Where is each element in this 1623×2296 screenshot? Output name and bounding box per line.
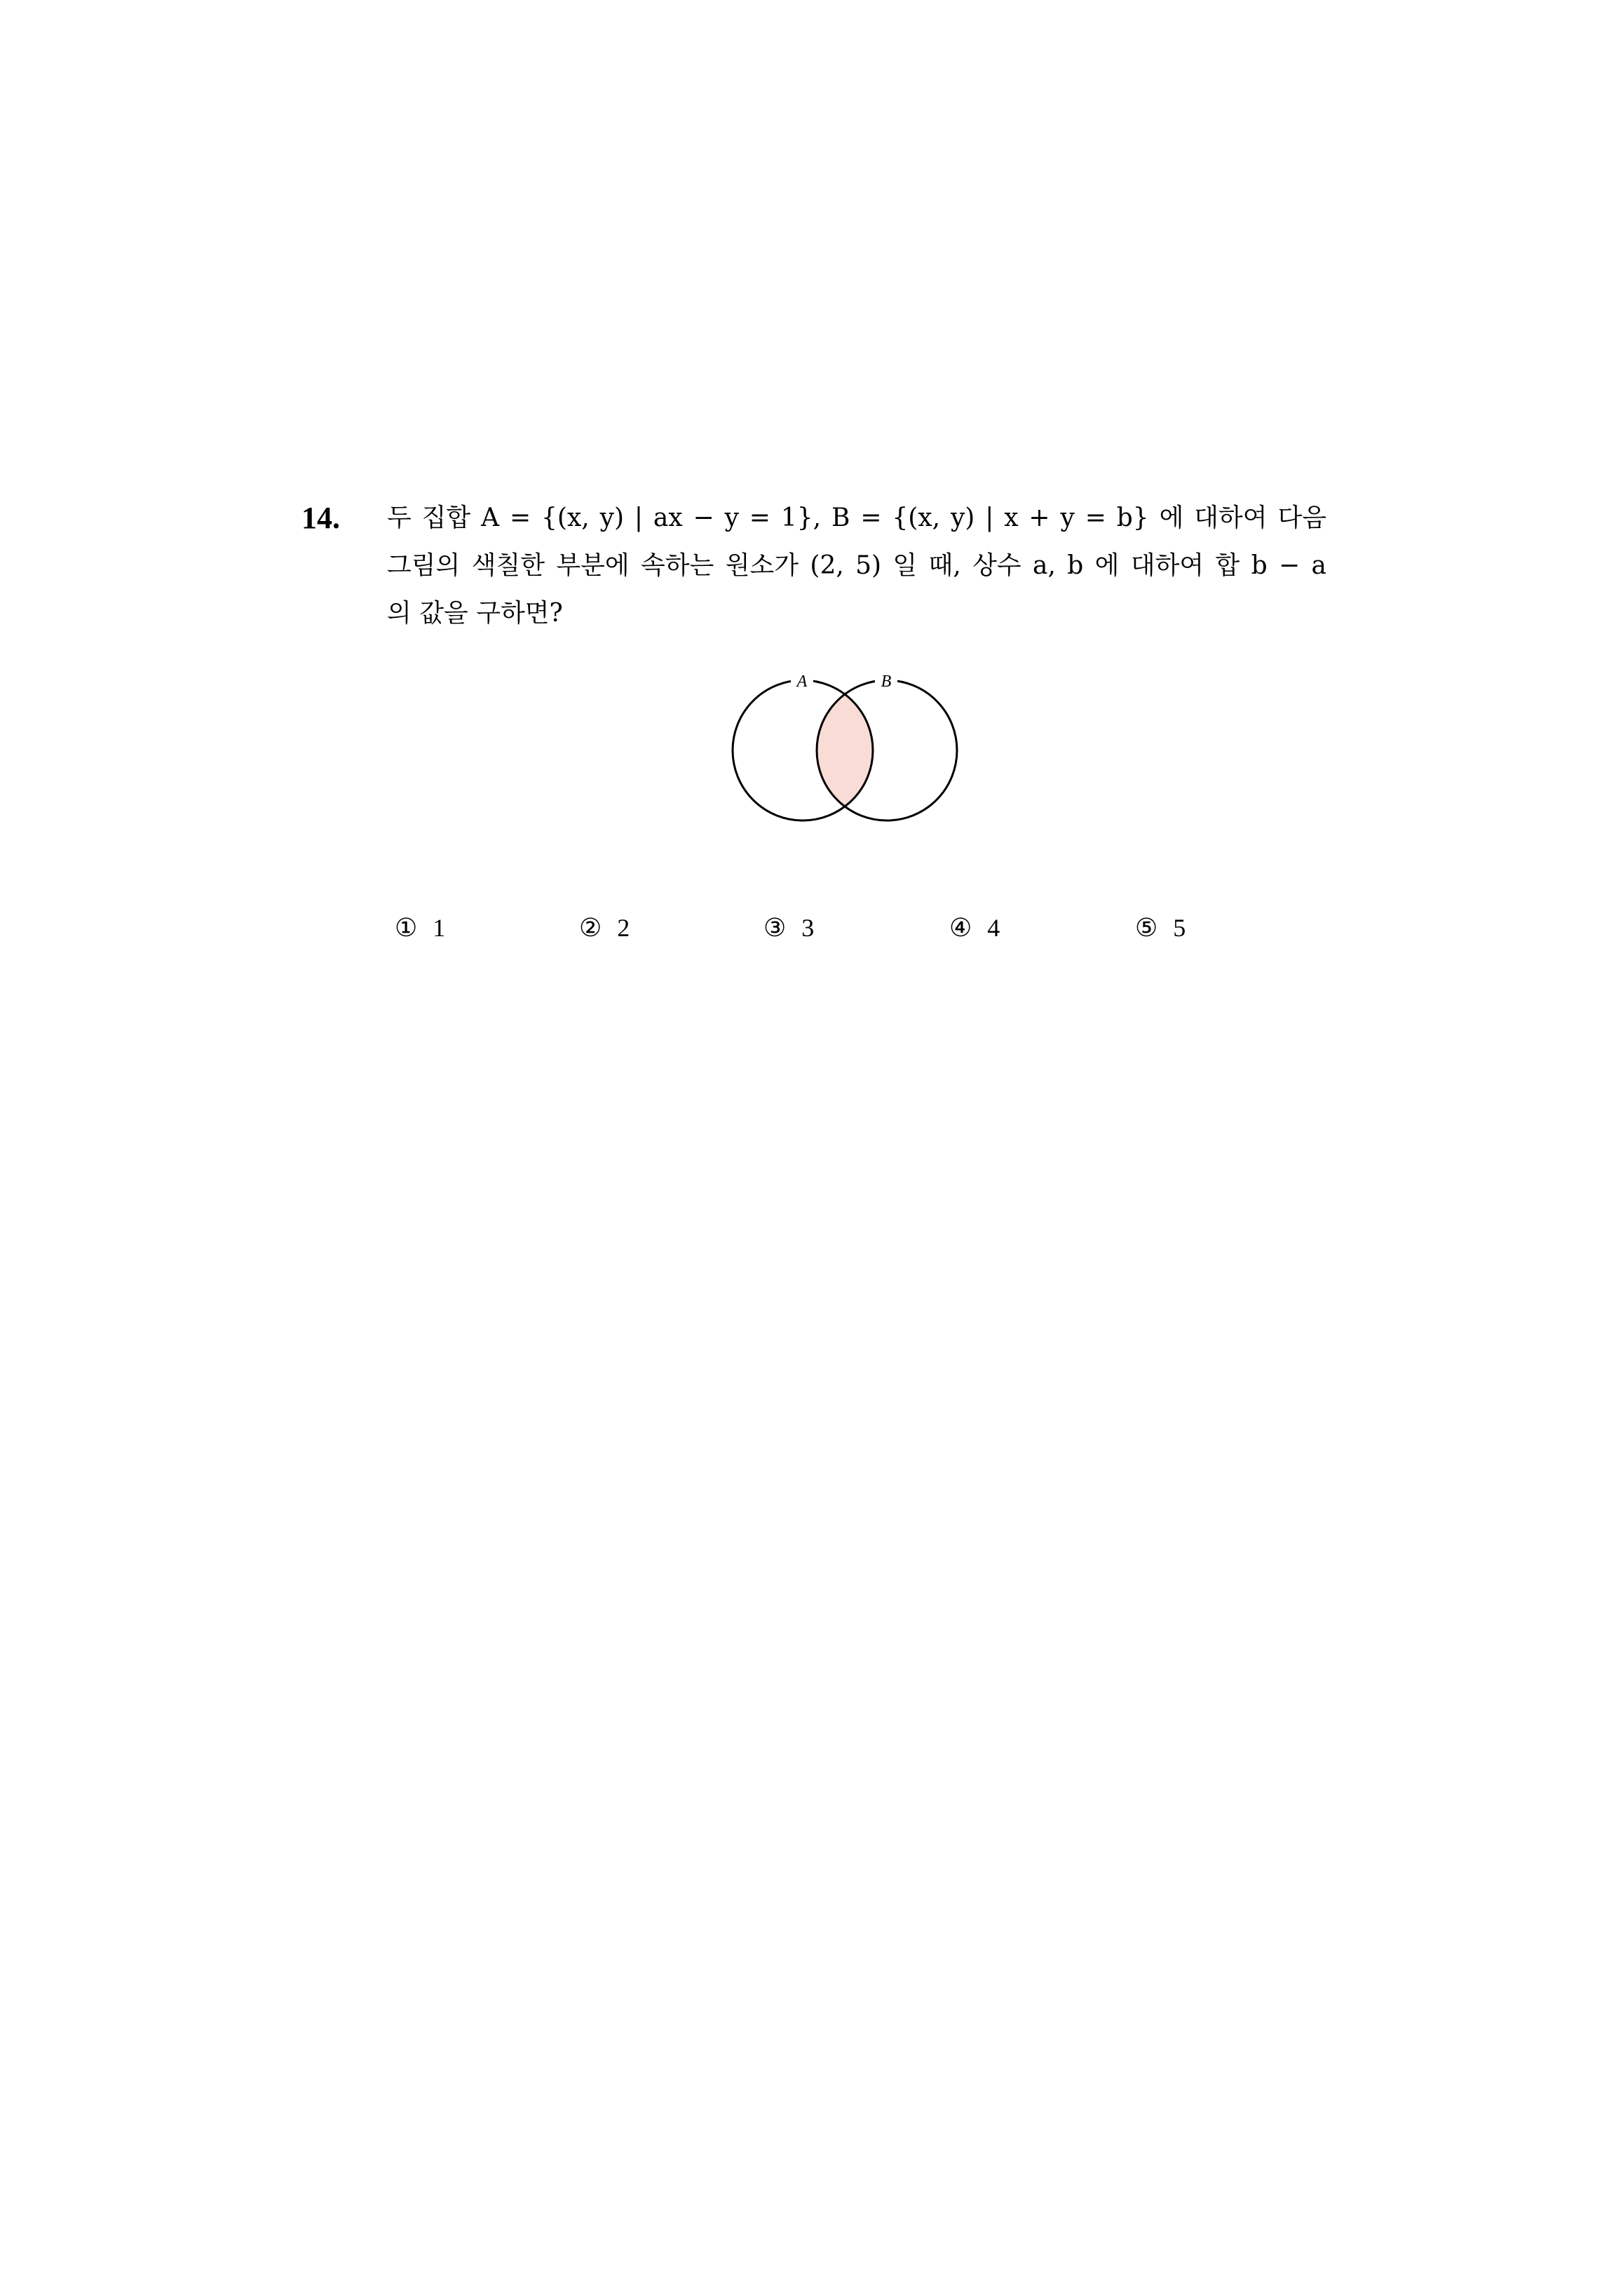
choice-3-value: 3 (801, 914, 815, 942)
venn-label-b: B (881, 673, 892, 691)
choice-1-value: 1 (433, 914, 446, 942)
venn-diagram (715, 656, 975, 831)
question-line-2: 그림의 색칠한 부분에 속하는 원소가 (2, 5) 일 때, 상수 a, b 에 대하여 합 b − a (387, 551, 1326, 580)
choice-3[interactable] (763, 913, 814, 943)
choice-2-value: 2 (617, 914, 630, 942)
choice-5-value: 5 (1173, 914, 1186, 942)
choice-1[interactable] (395, 913, 445, 943)
choice-3-mark: ③ (763, 914, 787, 943)
question-line-3: 의 값을 구하면? (387, 599, 563, 628)
choice-2[interactable] (579, 913, 630, 943)
venn-label-a: A (796, 673, 808, 691)
question-number: 14. (301, 501, 340, 535)
choice-5-mark: ⑤ (1135, 914, 1158, 943)
choice-5[interactable] (1135, 913, 1186, 943)
choice-2-mark: ② (579, 914, 602, 943)
choice-4[interactable] (949, 913, 1000, 943)
choice-4-mark: ④ (949, 914, 972, 943)
choice-4-value: 4 (987, 914, 1000, 942)
answer-choices (0, 913, 1623, 955)
question-text (387, 494, 1326, 637)
choice-1-mark: ① (395, 914, 418, 943)
question-line-1: 두 집합 A = {(x, y) | ax − y = 1}, B = {(x, y) | x + y = b} 에 대하여 다음 (387, 504, 1326, 532)
